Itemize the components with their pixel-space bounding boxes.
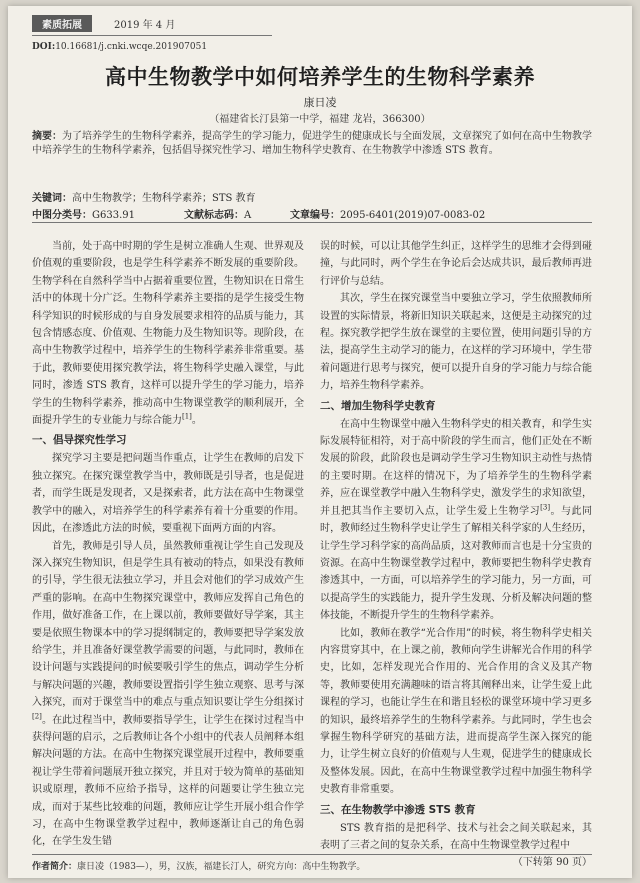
keywords-label: 关键词： bbox=[32, 193, 72, 204]
paragraph-text: 。与此同时，教师经过生物科学史让学生了解相关科学家的人生经历，让学生学习科学家的高尚品质，这对教师而言也是十分宝贵的资源。在高中生物课堂教学过程中，教师要把生物科学史教育渗透其中，一方面，可以培养学生的学习能力，另一方面，可以提高学生的实践能力，提升学生发现、分析及解决问题的整体技能，不断提升学生的生物科学素养。 bbox=[320, 505, 593, 622]
abstract-divider bbox=[32, 222, 592, 223]
abstract bbox=[32, 130, 592, 158]
paragraph: 其次，学生在探究课堂当中要独立学习，学生依照教师所设置的实际情景，将新旧知识关联起来，这便是主动探究的过程。探究教学把学生放在课堂的主要位置，使用问题引导的方法，提高学生主动学习的能力，在这样的学习环境中，学生带着问题进行思考与探究，便可以提升自身的学习能力与综合能力，培养生物科学素养。 bbox=[320, 293, 592, 392]
paragraph: 比如，教师在教学“光合作用”的时候，将生物科学史相关内容贯穿其中，在上课之前，教师向学生讲解光合作用的科学史，比如，怎样发现光合作用的、光合作用的含义及其产物等，教师要使用充满趣味的语言将其阐释出来，让学生爱上此课程的学习，也能让学生在和谐且轻松的课堂环境中学习更多的知识，最终培养学生的生物科学素养。与此同时，学生也会掌握生物科学研究的基础方法，进而提高学生深入探究的能力，让学生树立良好的价值观与人生观，促进学生的健康成长及整体发展。因此，在高中生物课堂教学过程中加强生物科学史教育非常重要。 bbox=[320, 627, 592, 796]
keywords-text: 高中生物教学；生物科学素养；STS 教育 bbox=[72, 193, 256, 204]
column-tag: 素质拓展 bbox=[32, 15, 92, 32]
paragraph-text: 首先，教师是引导人员，虽然教师重视让学生自己发现及深入探究生物知识，但是学生具有被动的特点，如果没有教师的引导，学生很无法独立学习，并且会对他们的学习成效产生严重的影响。在高中生物探究课堂中，教师应发挥自己角色的作用，做好准备工作，在上课以前，教师要做好导学案，其主要是依照生物课本中的学习提纲制定的，教师要把导学案发放给学生，并且准备好课堂教学需要的问题，与此同时，教师在设计问题与实践提问的时候要吸引学生的焦点，调动学生分析与解决问题的兴趣，教师要设置指引学生独立观察、思考与深入探究，而对于课堂当中的难点与重点知识要让学生分组探讨 bbox=[32, 540, 304, 709]
classification-row bbox=[32, 206, 592, 220]
journal-page bbox=[8, 6, 632, 878]
bio-text: 康日凌（1983—），男，汉族，福建长汀人，研究方向：高中生物教学。 bbox=[77, 862, 366, 872]
author-bio bbox=[32, 859, 592, 872]
section-heading-3: 三、在生物教学中渗透 STS 教育 bbox=[320, 803, 476, 816]
section-heading-2: 二、增加生物科学史教育 bbox=[320, 399, 436, 412]
article-author: 康日凌 bbox=[303, 96, 337, 109]
clc-value: G633.91 bbox=[92, 210, 135, 221]
id-label: 文章编号： bbox=[290, 210, 340, 221]
article-number bbox=[290, 206, 485, 221]
article-title: 高中生物教学中如何培养学生的生物科学素养 bbox=[105, 65, 535, 89]
paragraph-text: 当前，处于高中时期的学生是树立准确人生观、世界观及价值观的重要阶段，也是学生科学素养不断发展的重要阶段。生物学科在自然科学当中占据着重要位置，生物知识在日常生活中的体现十分广泛。生物科学素养主要指的是学生接受生物科学知识的时候形成的与自身发展要求相符的品质与能力，其包含情感态度、价值观、生物能力及生物知识等。现阶段，在高中生物教学过程中，培养学生的生物科学素养非常重要。基于此，教师要使用探究教学法，将生物科学史融入课堂，与此同时，渗透 STS 教育，这样可以提升学生的学习能力，培养学生的生物科学素养，推动高中生物课堂教学的顺利展开，全面提升学生的专业能力与综合能力 bbox=[32, 241, 304, 427]
left-column bbox=[32, 238, 304, 851]
clc-label: 中图分类号： bbox=[32, 210, 92, 221]
paragraph-text: 在高中生物课堂中融入生物科学史的相关教育，和学生实际发展特征相符，对于高中阶段的学生而言，他们正处在不断发展的阶段，此阶段也是调动学生学习生物知识主动性与热情的主要时期。在这样的情况下，为了培养学生的生物科学素养，应在课堂教学中融入生物科学史，激发学生的求知欲望，并且把其当作主要切入点，让学生爱上生物学习 bbox=[320, 418, 592, 517]
paragraph bbox=[32, 538, 304, 851]
paragraph bbox=[32, 238, 304, 429]
bio-label: 作者简介： bbox=[32, 862, 78, 872]
clc-code bbox=[32, 206, 135, 221]
doc-value: A bbox=[244, 210, 252, 221]
abstract-label: 摘要： bbox=[32, 131, 62, 142]
paragraph: 误的时候，可以让其他学生纠正，这样学生的思维才会得到碰撞，与此同时，两个学生在争论后会达成共识，最后教师再进行评价与总结。 bbox=[320, 241, 592, 287]
paragraph: 探究学习主要是把问题当作重点，让学生在教师的启发下独立探究。在探究课堂教学当中，教师既是引导者，也是促进者，而学生既是发现者，又是探索者，此方法在高中生物课堂教学中的融入，对培养学生的科学素养有着十分重要的作用。因此，在渗透此方法的时候，要重视下面两方面的内容。 bbox=[32, 453, 304, 535]
citation-ref: [3] bbox=[540, 503, 551, 512]
id-value: 2095-6401(2019)07-0083-02 bbox=[340, 210, 486, 221]
citation-ref: [2] bbox=[32, 712, 42, 721]
document-code bbox=[184, 206, 251, 221]
citation-ref: [1] bbox=[182, 412, 192, 421]
issue-date: 2019 年 4 月 bbox=[114, 19, 176, 31]
doi-label: DOI: bbox=[32, 42, 56, 52]
doi-line bbox=[32, 42, 207, 52]
author-affiliation: （福建省长汀县第一中学，福建 龙岩，366300） bbox=[209, 114, 431, 125]
paragraph-text: 。 bbox=[191, 415, 202, 427]
right-column bbox=[320, 238, 592, 872]
section-heading-1: 一、倡导探究性学习 bbox=[32, 434, 127, 447]
header-rule bbox=[32, 35, 272, 36]
keywords bbox=[32, 189, 592, 204]
paragraph-text: 。在此过程当中，教师要指导学生，让学生在探讨过程当中获得问题的启示，之后教师让各个小组中的代表人员阐释本组解决问题的方法。在高中生物探究课堂展开过程中，教师要重视让学生带着问题展开独立探究，并且对于较为简单的基础知识或原理，教师不应给予指导，这样的问题要让学生独立完成，而对于某些比较难的问题，教师应让学生开展小组合作学习，在高中生物课堂教学过程中，教师逐渐让自己的角色弱化，在学生发生错 bbox=[32, 714, 304, 848]
page-header bbox=[32, 14, 175, 32]
abstract-text: 为了培养学生的生物科学素养，提高学生的学习能力，促进学生的健康成长与全面发展，文章探究了如何在高中生物教学中培养学生的生物科学素养，包括倡导探究性学习、增加生物科学史教育、在生物教学中渗透 STS 教育。 bbox=[32, 131, 592, 156]
doc-label: 文献标志码： bbox=[184, 210, 244, 221]
paragraph: STS 教育指的是把科学、技术与社会之间关联起来，其表明了三者之间的复杂关系，在高中生物课堂教学过程中 bbox=[320, 822, 592, 851]
paragraph bbox=[320, 416, 592, 625]
footer-rule bbox=[32, 854, 592, 855]
continued-note: （下转第 90 页） bbox=[512, 857, 592, 869]
doi-value: 10.16681/j.cnki.wcqe.201907051 bbox=[55, 42, 208, 52]
